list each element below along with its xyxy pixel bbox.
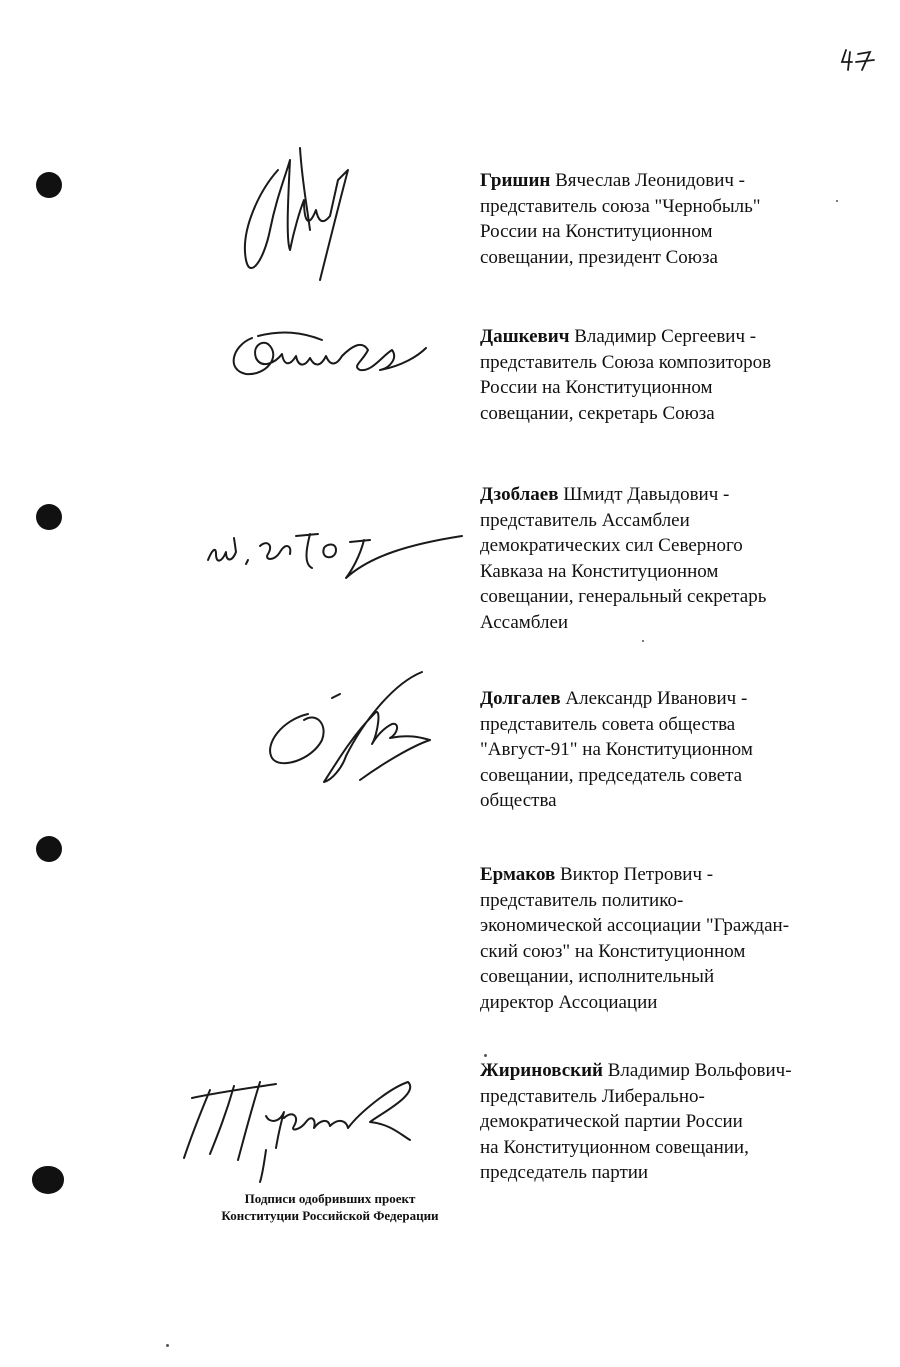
entry-text-line: представитель Ассамблеи xyxy=(480,509,690,531)
entry-text-line: представитель союза "Чернобыль" xyxy=(480,195,761,217)
entry-heading-rest: Владимир Вольфович- xyxy=(603,1060,792,1081)
entry-text-line: представитель Союза композиторов xyxy=(480,351,772,373)
entry-heading-rest: Владимир Сергеевич - xyxy=(569,326,757,347)
punch-hole-3 xyxy=(36,836,62,862)
entry-heading-line xyxy=(480,1058,860,1084)
entry-zhirinovsky xyxy=(480,1058,860,1186)
page-number-handwritten xyxy=(840,46,880,74)
scan-speck xyxy=(484,1054,487,1057)
entry-dolgalev xyxy=(480,686,860,814)
caption-line-1: Подписи одобривших проект xyxy=(244,1191,416,1206)
entry-text-line: экономической ассоциации "Граждан- xyxy=(480,915,790,937)
entry-surname: Долгалев xyxy=(480,688,561,709)
entry-surname: Ермаков xyxy=(480,864,556,885)
entry-heading-line xyxy=(480,482,860,508)
punch-hole-4 xyxy=(32,1166,64,1194)
signature-dolgalev xyxy=(262,664,452,784)
entry-text-line: директор Ассоциации xyxy=(480,991,658,1013)
entry-ermakov xyxy=(480,862,860,1016)
entry-surname: Жириновский xyxy=(480,1060,603,1081)
entry-text-line: на Конституционном совещании, xyxy=(480,1136,749,1158)
entry-heading-line xyxy=(480,168,860,194)
entry-text-line: представитель политико- xyxy=(480,889,684,911)
entry-heading-rest: Виктор Петрович - xyxy=(555,864,714,885)
entry-grishin xyxy=(480,168,860,270)
entry-heading-line xyxy=(480,686,860,712)
entry-text-line: совещании, секретарь Союза xyxy=(480,402,715,424)
entry-heading-rest: Шмидт Давыдович - xyxy=(558,484,730,505)
entry-text-line: демократических сил Северного xyxy=(480,535,743,557)
signatures-caption xyxy=(190,1190,470,1224)
signature-dashkevich xyxy=(222,326,432,386)
entry-text-line: совещании, председатель совета xyxy=(480,764,743,786)
entry-surname: Дашкевич xyxy=(480,326,570,347)
entry-text-line: Кавказа на Конституционном xyxy=(480,560,719,582)
entry-text-line: России на Конституционном xyxy=(480,221,713,243)
scan-speck xyxy=(836,200,838,202)
punch-hole-2 xyxy=(36,504,62,530)
entry-surname: Гришин xyxy=(480,170,551,191)
punch-hole-1 xyxy=(36,172,62,198)
scan-speck xyxy=(166,1344,169,1347)
signature-zhirinovsky xyxy=(180,1064,420,1184)
entry-heading-rest: Александр Иванович - xyxy=(560,688,748,709)
entry-text-line: представитель Либерально- xyxy=(480,1085,705,1107)
entry-text-line: совещании, генеральный секретарь xyxy=(480,586,767,608)
entry-heading-rest: Вячеслав Леонидович - xyxy=(550,170,746,191)
entry-text-line: совещании, президент Союза xyxy=(480,246,718,268)
signature-grishin xyxy=(230,140,370,290)
entry-heading-line xyxy=(480,862,860,888)
entry-surname: Дзоблаев xyxy=(480,484,559,505)
entry-dashkevich xyxy=(480,324,860,426)
scan-speck xyxy=(642,640,644,642)
entry-text-line: Ассамблеи xyxy=(480,611,569,633)
entry-text-line: ский союз" на Конституционном xyxy=(480,940,746,962)
entry-text-line: демократической партии России xyxy=(480,1111,743,1133)
entry-text-line: "Август-91" на Конституционном xyxy=(480,739,753,761)
entry-text-line: совещании, исполнительный xyxy=(480,966,715,988)
caption-line-2: Конституции Российской Федерации xyxy=(221,1208,439,1223)
entry-text-line: России на Конституционном xyxy=(480,377,713,399)
entry-heading-line xyxy=(480,324,860,350)
entry-text-line: представитель совета общества xyxy=(480,713,736,735)
entry-text-line: общества xyxy=(480,790,557,812)
signature-dzoblaev xyxy=(200,516,470,586)
entry-text-line: председатель партии xyxy=(480,1162,649,1184)
entry-dzoblaev xyxy=(480,482,860,636)
